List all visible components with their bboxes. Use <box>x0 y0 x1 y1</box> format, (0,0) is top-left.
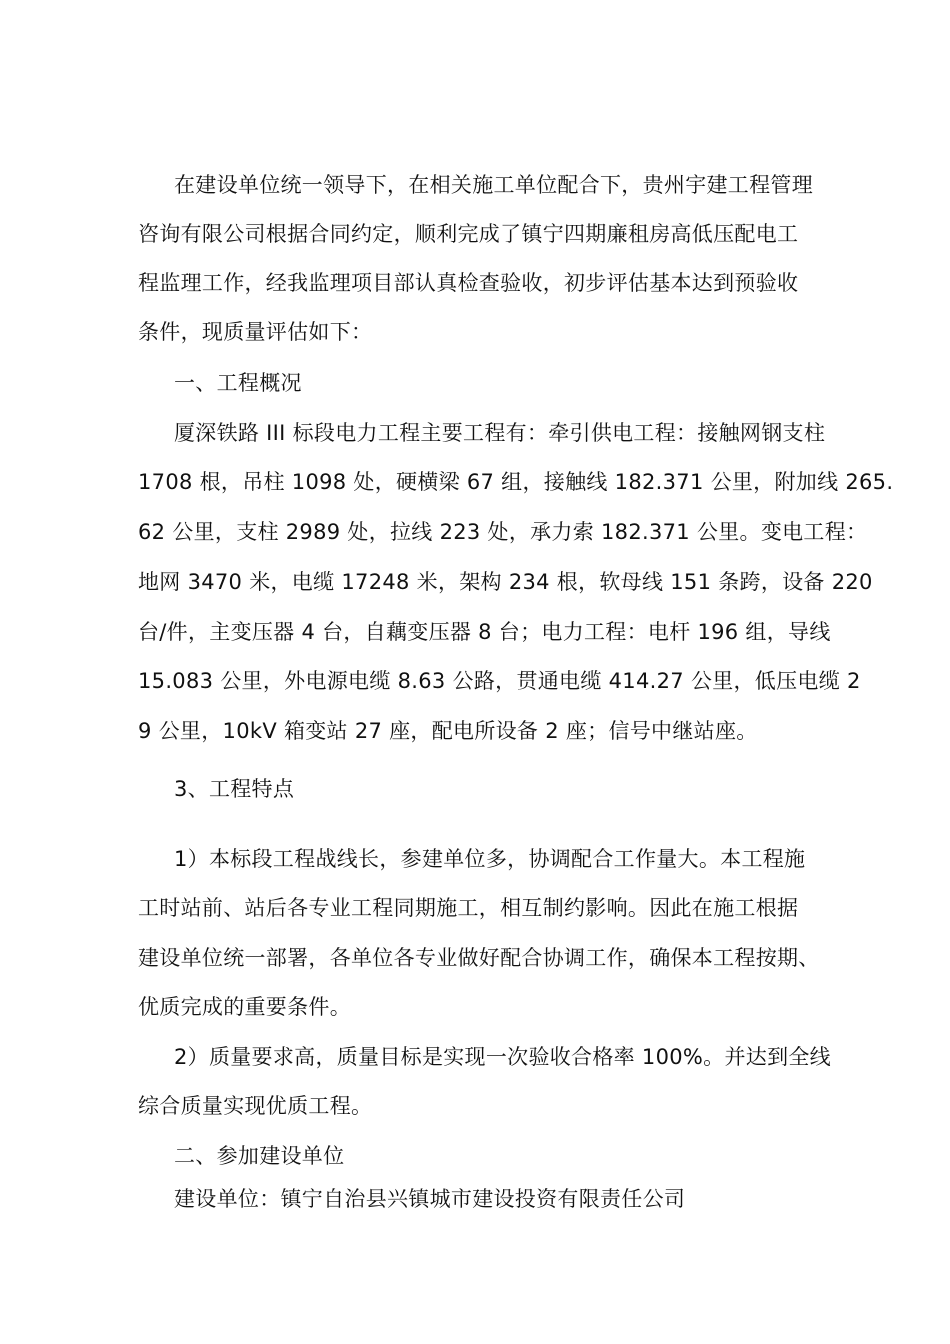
paragraph-line: 厦深铁路 III 标段电力工程主要工程有：牵引供电工程：接触网钢支柱 <box>174 421 826 445</box>
paragraph-line: 建设单位统一部署，各单位各专业做好配合协调工作，确保本工程按期、 <box>138 946 820 970</box>
paragraph-line: 台/件，主变压器 4 台，自藕变压器 8 台；电力工程：电杆 196 组，导线 <box>138 620 831 644</box>
paragraph-line: 1）本标段工程战线长，参建单位多，协调配合工作量大。本工程施 <box>174 847 806 871</box>
section-heading: 二、参加建设单位 <box>174 1144 345 1168</box>
paragraph-line: 在建设单位统一领导下，在相关施工单位配合下，贵州宇建工程管理 <box>174 173 813 197</box>
paragraph-line: 9 公里，10kV 箱变站 27 座，配电所设备 2 座；信号中继站座。 <box>138 719 758 743</box>
paragraph-line: 工时站前、站后各专业工程同期施工，相互制约影响。因此在施工根据 <box>138 896 799 920</box>
section-heading: 一、工程概况 <box>174 371 302 395</box>
paragraph-line: 2）质量要求高，质量目标是实现一次验收合格率 100%。并达到全线 <box>174 1045 831 1069</box>
paragraph-line: 1708 根，吊柱 1098 处，硬横梁 67 组，接触线 182.371 公里，附加线 265. <box>138 470 894 494</box>
paragraph-line: 综合质量实现优质工程。 <box>138 1094 373 1118</box>
paragraph-line: 建设单位：镇宁自治县兴镇城市建设投资有限责任公司 <box>174 1187 686 1211</box>
paragraph-line: 15.083 公里，外电源电缆 8.63 公路，贯通电缆 414.27 公里，低压电缆 2 <box>138 669 861 693</box>
paragraph-line: 62 公里，支柱 2989 处，拉线 223 处，承力索 182.371 公里。变电工程： <box>138 520 868 544</box>
paragraph-line: 地网 3470 米，电缆 17248 米，架构 234 根，软母线 151 条跨，设备 220 <box>138 570 873 594</box>
paragraph-line: 咨询有限公司根据合同约定，顺利完成了镇宁四期廉租房高低压配电工 <box>138 222 799 246</box>
paragraph-line: 程监理工作，经我监理项目部认真检查验收，初步评估基本达到预验收 <box>138 271 799 295</box>
paragraph-line: 优质完成的重要条件。 <box>138 995 351 1019</box>
paragraph-line: 条件，现质量评估如下： <box>138 320 373 344</box>
section-heading: 3、工程特点 <box>174 777 295 801</box>
